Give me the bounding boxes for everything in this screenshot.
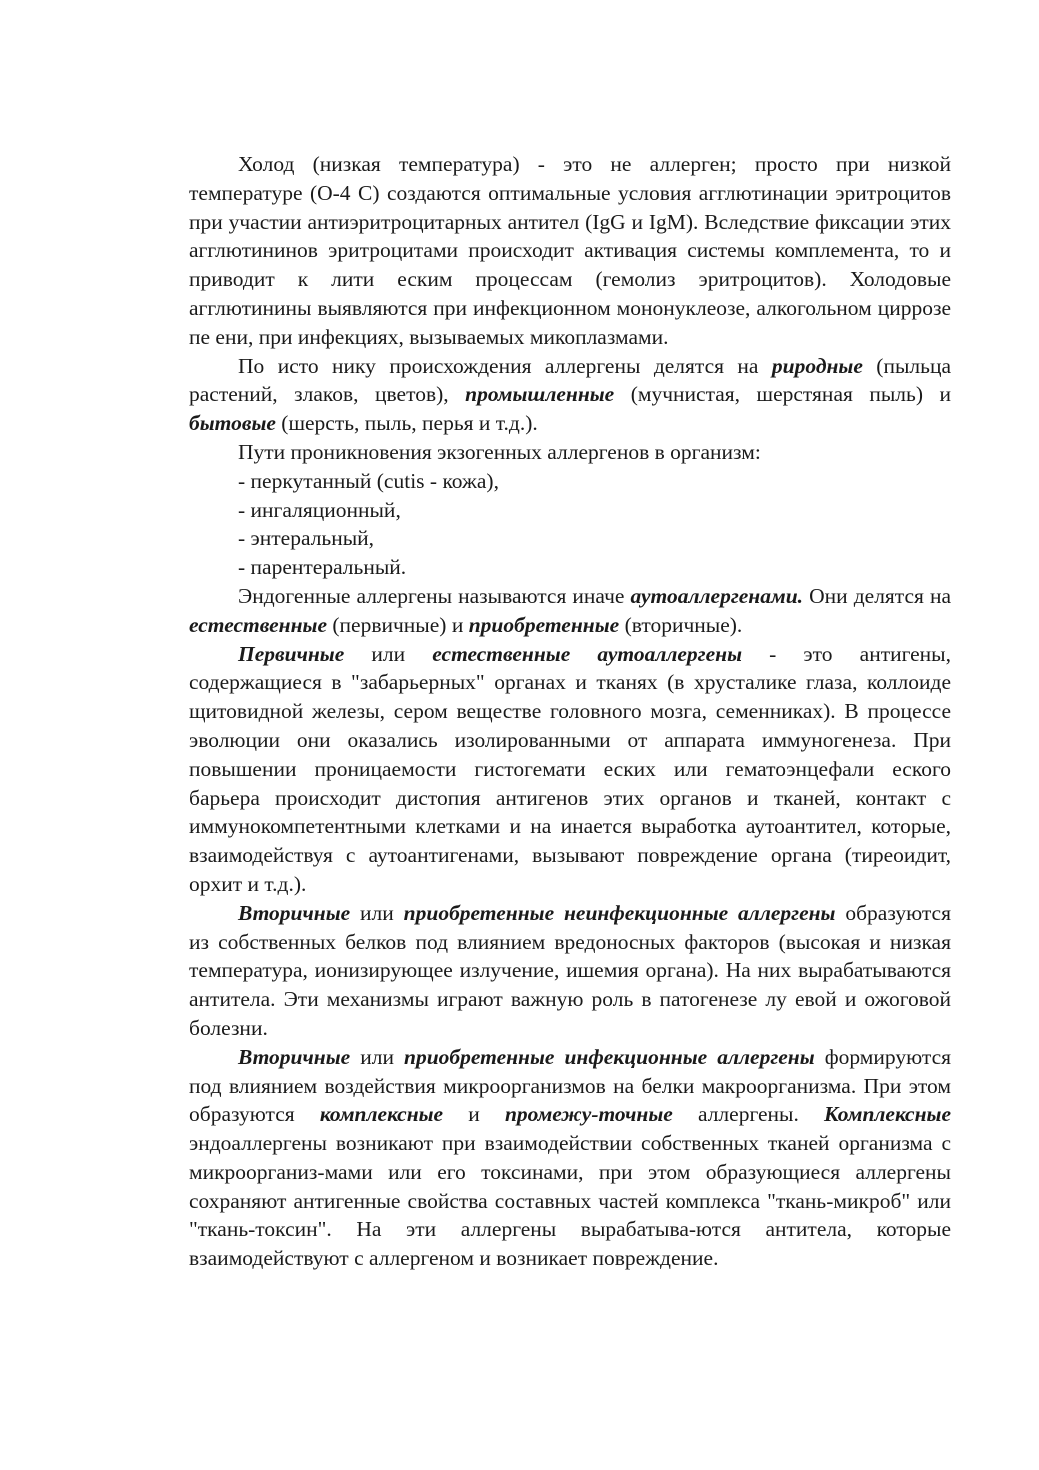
emphasis-term: приобретенные неинфекционные аллергены xyxy=(403,900,836,925)
document-page xyxy=(189,150,951,1273)
emphasis-term: комплексные xyxy=(319,1102,444,1127)
emphasis-term: риродные xyxy=(771,353,863,378)
paragraph-group-1 xyxy=(189,150,951,467)
text-run: формируются под влиянием воздействия микроорганизмов на белки макроорганизма. При этом образуются xyxy=(189,1044,951,1127)
emphasis-term: бытовые xyxy=(189,411,276,436)
text-run: или xyxy=(350,900,404,925)
text-run: (шерсть, пыль, перья и т.д.). xyxy=(275,411,538,436)
paragraph-origin xyxy=(189,352,951,438)
text-run: Они делятся на xyxy=(803,583,952,608)
paragraph-secondary-noninf xyxy=(189,899,951,1043)
paragraph-endogenous xyxy=(189,582,951,640)
emphasis-term: приобретенные xyxy=(468,612,620,637)
emphasis-term: приобретенные инфекционные аллергены xyxy=(403,1044,815,1069)
route-list xyxy=(189,467,951,582)
text-run: или xyxy=(350,1044,404,1069)
emphasis-term: аутоаллергенами. xyxy=(630,583,804,608)
text-run: и xyxy=(443,1102,505,1127)
text-run: (вторичные). xyxy=(619,612,743,637)
route-item: - энтеральный, xyxy=(238,526,375,551)
emphasis-term: естественные аутоаллергены xyxy=(432,641,743,666)
paragraph-cold xyxy=(189,150,951,352)
text-run: Эндогенные аллергены называются иначе xyxy=(238,583,631,608)
emphasis-term: естественные xyxy=(189,612,327,637)
text-run: или xyxy=(344,641,433,666)
text-run: образуются из собственных белков под влиянием вредоносных факторов (высокая и низкая температура, ионизирующее излучение, ишемия органа). На них вырабатываются антитела. Эти механизмы играют важную роль в патогенезе лу евой и ожоговой болезни. xyxy=(189,900,951,1040)
text-run: Холод (низкая температура) - это не аллерген; просто при низкой температуре (О-4 С) создаются оптимальные условия агглютинации эритроцитов при участии антиэритроцитарных антител (IgG и IgM). Вследствие фиксации этих агглютининов эритроцитами происходит активация системы комплемента, то и приводит к лити еским процессам (гемолиз эритроцитов). Холодовые агглютинины выявляются при инфекционном мононуклеозе, алкогольном циррозе пе ени, при инфекциях, вызываемых микоплазмами. xyxy=(189,152,951,349)
paragraph-routes-intro xyxy=(189,438,951,467)
text-run: аллергены. xyxy=(672,1102,825,1127)
paragraph-secondary-inf xyxy=(189,1043,951,1273)
paragraph-group-2 xyxy=(189,582,951,1273)
text-run: эндоаллергены возникают при взаимодействии собственных тканей организма с микроорганиз-мами или его токсинами, при этом образующиеся аллергены сохраняют антигенные свойства составных частей комплекса "ткань-микроб" или "ткань-токсин". На эти аллергены вырабатыва-ются антитела, которые взаимодействуют с аллергеном и возникает повреждение. xyxy=(189,1131,951,1271)
text-run: - это антигены, содержащиеся в "забарьерных" органах и тканях (в хрусталике глаза, коллоиде щитовидной железы, сером веществе головного мозга, семенниках). В процессе эволюции они оказались изолированными от аппарата иммуногенеза. При повышении проницаемости гистогемати еских или гематоэнцефали еского барьера происходит дистопия антигенов этих органов и тканей, контакт с иммунокомпетентными клетками и на инается выработка аутоантител, которые, взаимодействуя с аутоантигенами, вызывают повреждение органа (тиреоидит, орхит и т.д.). xyxy=(189,641,952,896)
route-item: - перкутанный (cutis - кожа), xyxy=(238,468,499,493)
text-run: (мучнистая, шерстяная пыль) и xyxy=(614,382,951,407)
text-run: По исто нику происхождения аллергены делятся на xyxy=(238,353,772,378)
route-item: - парентеральный. xyxy=(238,555,407,580)
text-run: (пыльца растений, злаков, цветов), xyxy=(189,353,951,407)
paragraph-primary xyxy=(189,640,951,899)
text-run: (первичные) и xyxy=(327,612,469,637)
emphasis-term: промежу-точные xyxy=(504,1102,673,1127)
route-item: - ингаляционный, xyxy=(238,497,401,522)
emphasis-term: Первичные xyxy=(238,641,345,666)
emphasis-term: Вторичные xyxy=(238,1044,351,1069)
emphasis-term: Вторичные xyxy=(238,900,351,925)
emphasis-term: Комплексные xyxy=(824,1102,951,1127)
emphasis-term: промышленные xyxy=(465,382,615,407)
text-run: Пути проникновения экзогенных аллергенов в организм: xyxy=(238,439,761,464)
